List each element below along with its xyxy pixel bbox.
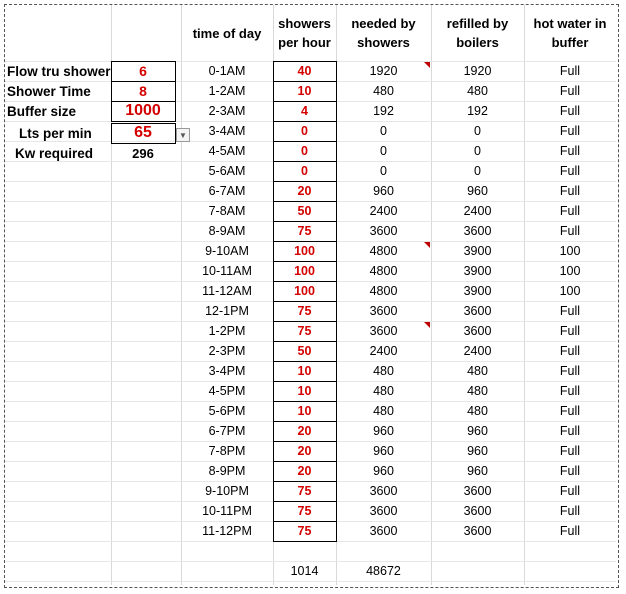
buffer-cell[interactable]: Full [559,484,581,498]
buffer-cell[interactable]: Full [559,144,581,158]
buffer-cell[interactable]: Full [559,104,581,118]
showers-cell-divider [273,161,336,162]
needed-cell[interactable]: 960 [373,464,394,478]
needed-cell[interactable]: 480 [373,384,394,398]
refilled-cell[interactable]: 3600 [463,324,492,338]
buffer-cell[interactable]: 100 [559,284,581,298]
needed-cell[interactable]: 1920 [369,64,398,78]
showers-per-hour-header: showers per hour [278,16,331,50]
showers-cell-divider [273,281,336,282]
time-cell[interactable]: 8-9AM [208,224,246,238]
showers-cell[interactable]: 0 [301,144,308,158]
lts-per-min-value[interactable]: 65 [134,124,152,141]
refilled-cell[interactable]: 3600 [463,304,492,318]
shower-time-value[interactable]: 8 [139,83,147,99]
refilled-cell[interactable]: 0 [474,124,481,138]
refilled-by-boilers-header: refilled by boilers [446,16,509,50]
refilled-cell[interactable]: 192 [467,104,488,118]
showers-cell[interactable]: 50 [297,204,312,218]
refilled-cell[interactable]: 480 [467,404,488,418]
time-cell[interactable]: 11-12PM [202,524,252,538]
refilled-cell[interactable]: 960 [467,424,488,438]
showers-cell-divider [273,241,336,242]
showers-cell-divider [273,421,336,422]
time-cell[interactable]: 4-5AM [208,144,246,158]
time-cell[interactable]: 9-10PM [205,484,249,498]
buffer-cell[interactable]: Full [559,184,581,198]
showers-cell-divider [273,461,336,462]
time-cell[interactable]: 5-6PM [208,404,246,418]
time-of-day-header: time of day [192,25,262,41]
time-cell[interactable]: 2-3PM [208,344,246,358]
refilled-cell[interactable]: 0 [474,144,481,158]
time-cell[interactable]: 8-9PM [208,464,246,478]
showers-cell[interactable]: 75 [297,304,312,318]
time-cell[interactable]: 1-2PM [208,324,246,338]
showers-cell[interactable]: 10 [297,404,312,418]
showers-cell-divider [273,201,336,202]
showers-cell-divider [273,181,336,182]
flow-tru-shower-value-border [111,61,176,82]
needed-cell[interactable]: 0 [380,144,387,158]
needed-cell[interactable]: 3600 [369,484,398,498]
time-cell[interactable]: 3-4AM [208,124,246,138]
time-cell[interactable]: 1-2AM [208,84,246,98]
needed-cell[interactable]: 0 [380,164,387,178]
hot-water-in-buffer-header: hot water in buffer [533,16,607,50]
needed-cell[interactable]: 480 [373,364,394,378]
refilled-cell[interactable]: 2400 [463,344,492,358]
buffer-cell[interactable]: Full [559,124,581,138]
kw-required-label: Kw required [15,145,94,161]
comment-indicator[interactable] [424,62,430,68]
time-cell[interactable]: 5-6AM [208,164,246,178]
showers-cell[interactable]: 20 [297,184,312,198]
shower-time-value-border [111,81,176,102]
kw-required-value[interactable]: 296 [132,145,154,161]
needed-cell[interactable]: 480 [373,84,394,98]
buffer-cell[interactable]: Full [559,304,581,318]
needed-cell[interactable]: 4800 [369,244,398,258]
showers-cell[interactable]: 20 [297,444,312,458]
showers-cell[interactable]: 100 [294,284,315,298]
showers-cell[interactable]: 75 [297,504,312,518]
buffer-size-label: Buffer size [7,103,77,119]
refilled-cell[interactable]: 1920 [463,64,492,78]
showers-cell[interactable]: 75 [297,524,312,538]
buffer-cell[interactable]: Full [559,84,581,98]
needed-cell[interactable]: 0 [380,124,387,138]
showers-cell-divider [273,381,336,382]
time-cell[interactable]: 6-7PM [208,424,246,438]
refilled-cell[interactable]: 960 [467,444,488,458]
time-cell[interactable]: 2-3AM [208,104,246,118]
refilled-cell[interactable]: 3900 [463,264,492,278]
buffer-cell[interactable]: Full [559,324,581,338]
showers-cell-divider [273,361,336,362]
showers-cell[interactable]: 10 [297,84,312,98]
buffer-cell[interactable]: Full [559,524,581,538]
buffer-cell[interactable]: Full [559,204,581,218]
time-cell[interactable]: 0-1AM [208,64,246,78]
flow-tru-shower-value[interactable]: 6 [139,63,147,79]
time-cell[interactable]: 7-8PM [208,444,246,458]
buffer-cell[interactable]: Full [559,384,581,398]
buffer-cell[interactable]: Full [559,504,581,518]
refilled-cell[interactable]: 0 [474,164,481,178]
showers-cell[interactable]: 10 [297,364,312,378]
needed-cell[interactable]: 3600 [369,304,398,318]
time-cell[interactable]: 4-5PM [208,384,246,398]
showers-cell-divider [273,261,336,262]
grid-row-line [5,581,616,582]
time-cell[interactable]: 9-10AM [205,244,249,258]
needed-cell[interactable]: 960 [373,444,394,458]
showers-cell[interactable]: 0 [301,164,308,178]
needed-cell[interactable]: 3600 [369,524,398,538]
needed-cell[interactable]: 3600 [369,504,398,518]
buffer-cell[interactable]: Full [559,404,581,418]
spreadsheet-grid [4,4,619,588]
comment-indicator[interactable] [424,242,430,248]
time-cell[interactable]: 12-1PM [205,304,249,318]
buffer-cell[interactable]: Full [559,224,581,238]
refilled-cell[interactable]: 3600 [463,504,492,518]
refilled-cell[interactable]: 3600 [463,224,492,238]
showers-cell-divider [273,221,336,222]
refilled-cell[interactable]: 480 [467,364,488,378]
time-cell[interactable]: 10-11AM [202,264,252,278]
buffer-cell[interactable]: Full [559,464,581,478]
showers-cell[interactable]: 4 [301,104,308,118]
buffer-size-value[interactable]: 1000 [125,102,161,119]
needed-cell[interactable]: 4800 [369,284,398,298]
showers-cell-divider [273,301,336,302]
total-showers: 1014 [290,564,319,578]
buffer-cell[interactable]: Full [559,164,581,178]
refilled-cell[interactable]: 480 [467,84,488,98]
needed-cell[interactable]: 960 [373,424,394,438]
showers-cell-divider [273,81,336,82]
buffer-cell[interactable]: Full [559,364,581,378]
showers-cell[interactable]: 100 [294,244,315,258]
buffer-cell[interactable]: Full [559,424,581,438]
lts-per-min-label: Lts per min [19,125,92,141]
showers-cell-divider [273,501,336,502]
showers-cell-divider [273,401,336,402]
total-needed: 48672 [366,564,401,578]
buffer-cell[interactable]: Full [559,64,581,78]
showers-cell[interactable]: 75 [297,224,312,238]
showers-cell[interactable]: 20 [297,464,312,478]
time-cell[interactable]: 3-4PM [208,364,246,378]
needed-by-showers-header: needed by showers [351,16,416,50]
time-cell[interactable]: 10-11PM [202,504,252,518]
refilled-cell[interactable]: 480 [467,384,488,398]
shower-time-label: Shower Time [7,83,91,99]
refilled-cell[interactable]: 3900 [463,284,492,298]
chevron-down-icon[interactable]: ▼ [176,128,190,142]
needed-cell[interactable]: 2400 [369,204,398,218]
showers-cell[interactable]: 20 [297,424,312,438]
showers-cell[interactable]: 75 [297,324,312,338]
needed-cell[interactable]: 2400 [369,344,398,358]
time-cell[interactable]: 6-7AM [208,184,246,198]
showers-cell[interactable]: 75 [297,484,312,498]
refilled-cell[interactable]: 2400 [463,204,492,218]
showers-cell[interactable]: 50 [297,344,312,358]
showers-cell-divider [273,141,336,142]
buffer-cell[interactable]: Full [559,444,581,458]
flow-tru-shower-label: Flow tru shower [7,63,111,79]
showers-cell-divider [273,341,336,342]
needed-cell[interactable]: 4800 [369,264,398,278]
lts-per-min-value-border [111,123,176,144]
needed-cell[interactable]: 960 [373,184,394,198]
refilled-cell[interactable]: 3600 [463,484,492,498]
comment-indicator[interactable] [424,322,430,328]
refilled-cell[interactable]: 960 [467,184,488,198]
time-cell[interactable]: 7-8AM [208,204,246,218]
showers-cell-divider [273,121,336,122]
showers-cell[interactable]: 40 [297,64,312,78]
showers-cell-divider [273,101,336,102]
showers-cell[interactable]: 100 [294,264,315,278]
refilled-cell[interactable]: 960 [467,464,488,478]
buffer-cell[interactable]: 100 [559,264,581,278]
showers-cell-divider [273,321,336,322]
showers-cell[interactable]: 0 [301,124,308,138]
needed-cell[interactable]: 3600 [369,324,398,338]
needed-cell[interactable]: 192 [373,104,394,118]
buffer-cell[interactable]: Full [559,344,581,358]
showers-cell[interactable]: 10 [297,384,312,398]
refilled-cell[interactable]: 3900 [463,244,492,258]
buffer-cell[interactable]: 100 [559,244,581,258]
showers-cell-divider [273,441,336,442]
time-cell[interactable]: 11-12AM [202,284,252,298]
showers-cell-divider [273,521,336,522]
showers-cell-divider [273,481,336,482]
needed-cell[interactable]: 480 [373,404,394,418]
refilled-cell[interactable]: 3600 [463,524,492,538]
buffer-size-value-border [111,101,176,122]
needed-cell[interactable]: 3600 [369,224,398,238]
